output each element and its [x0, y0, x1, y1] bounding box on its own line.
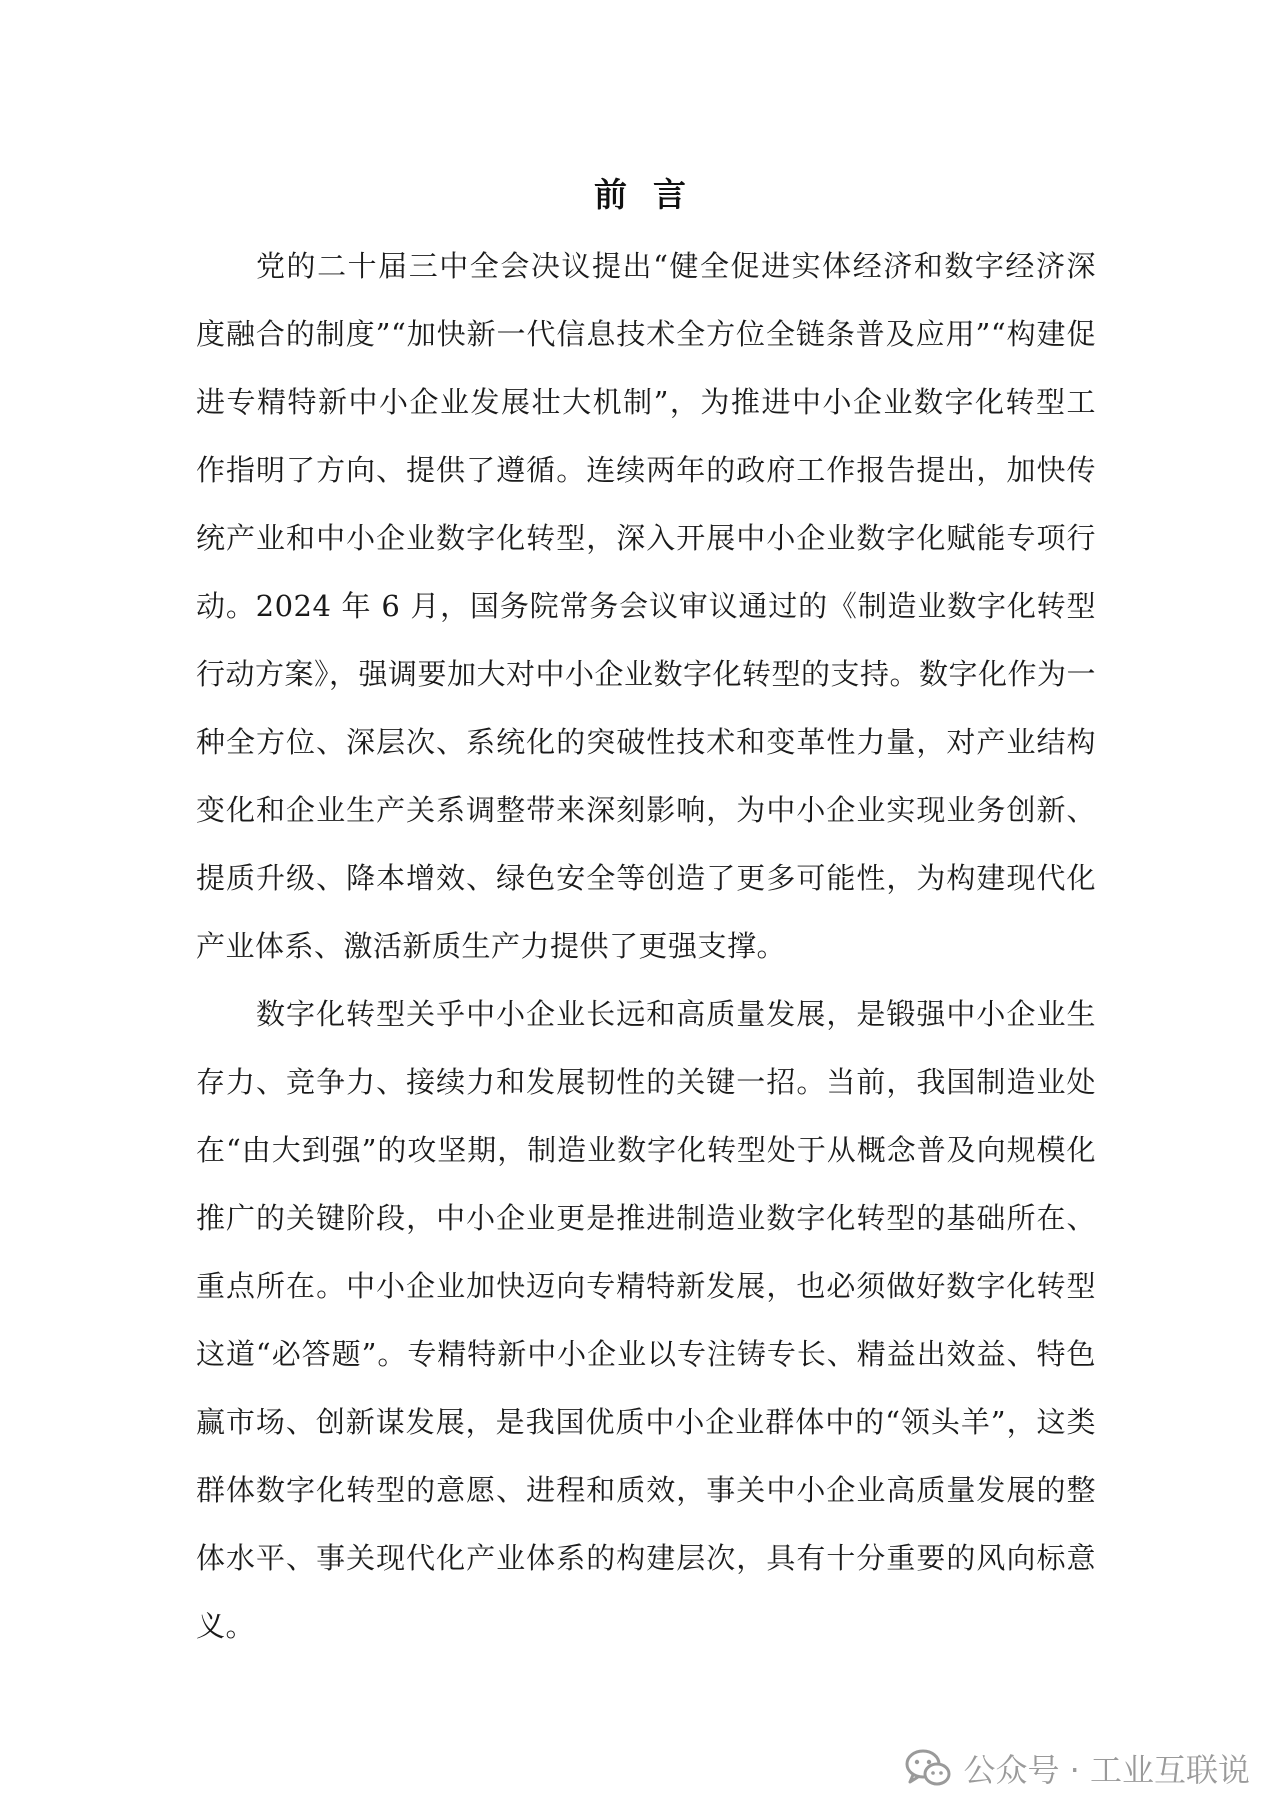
wechat-icon: [905, 1748, 951, 1788]
paragraph-1: 党的二十届三中全会决议提出“健全促进实体经济和数字经济深度融合的制度”“加快新一代信息技术全方位全链条普及应用”“构建促进专精特新中小企业发展壮大机制”，为推进中小企业数字化转型工作指明了方向、提供了遵循。连续两年的政府工作报告提出，加快传统产业和中小企业数字化转型，深入开展中小企业数字化赋能专项行动。2024 年 6 月，国务院常务会议审议通过的《制造业数字化转型行动方案》，强调要加大对中小企业数字化转型的支持。数字化作为一种全方位、深层次、系统化的突破性技术和变革性力量，对产业结构变化和企业生产关系调整带来深刻影响，为中小企业实现业务创新、提质升级、降本增效、绿色安全等创造了更多可能性，为构建现代化产业体系、激活新质生产力提供了更强支撑。: [196, 249, 1097, 963]
paragraph-2: 数字化转型关乎中小企业长远和高质量发展，是锻强中小企业生存力、竞争力、接续力和发展韧性的关键一招。当前，我国制造业处在“由大到强”的攻坚期，制造业数字化转型处于从概念普及向规模化推广的关键阶段，中小企业更是推进制造业数字化转型的基础所在、重点所在。中小企业加快迈向专精特新发展，也必须做好数字化转型这道“必答题”。专精特新中小企业以专注铸专长、精益出效益、特色赢市场、创新谋发展，是我国优质中小企业群体中的“领头羊”，这类群体数字化转型的意愿、进程和质效，事关中小企业高质量发展的整体水平、事关现代化产业体系的构建层次，具有十分重要的风向标意义。: [196, 997, 1096, 1643]
body-text: [196, 232, 1096, 1660]
page-title: 前言: [594, 175, 712, 214]
watermark-text: 公众号 · 工业互联说: [963, 1751, 1250, 1789]
watermark: [905, 1745, 1250, 1791]
